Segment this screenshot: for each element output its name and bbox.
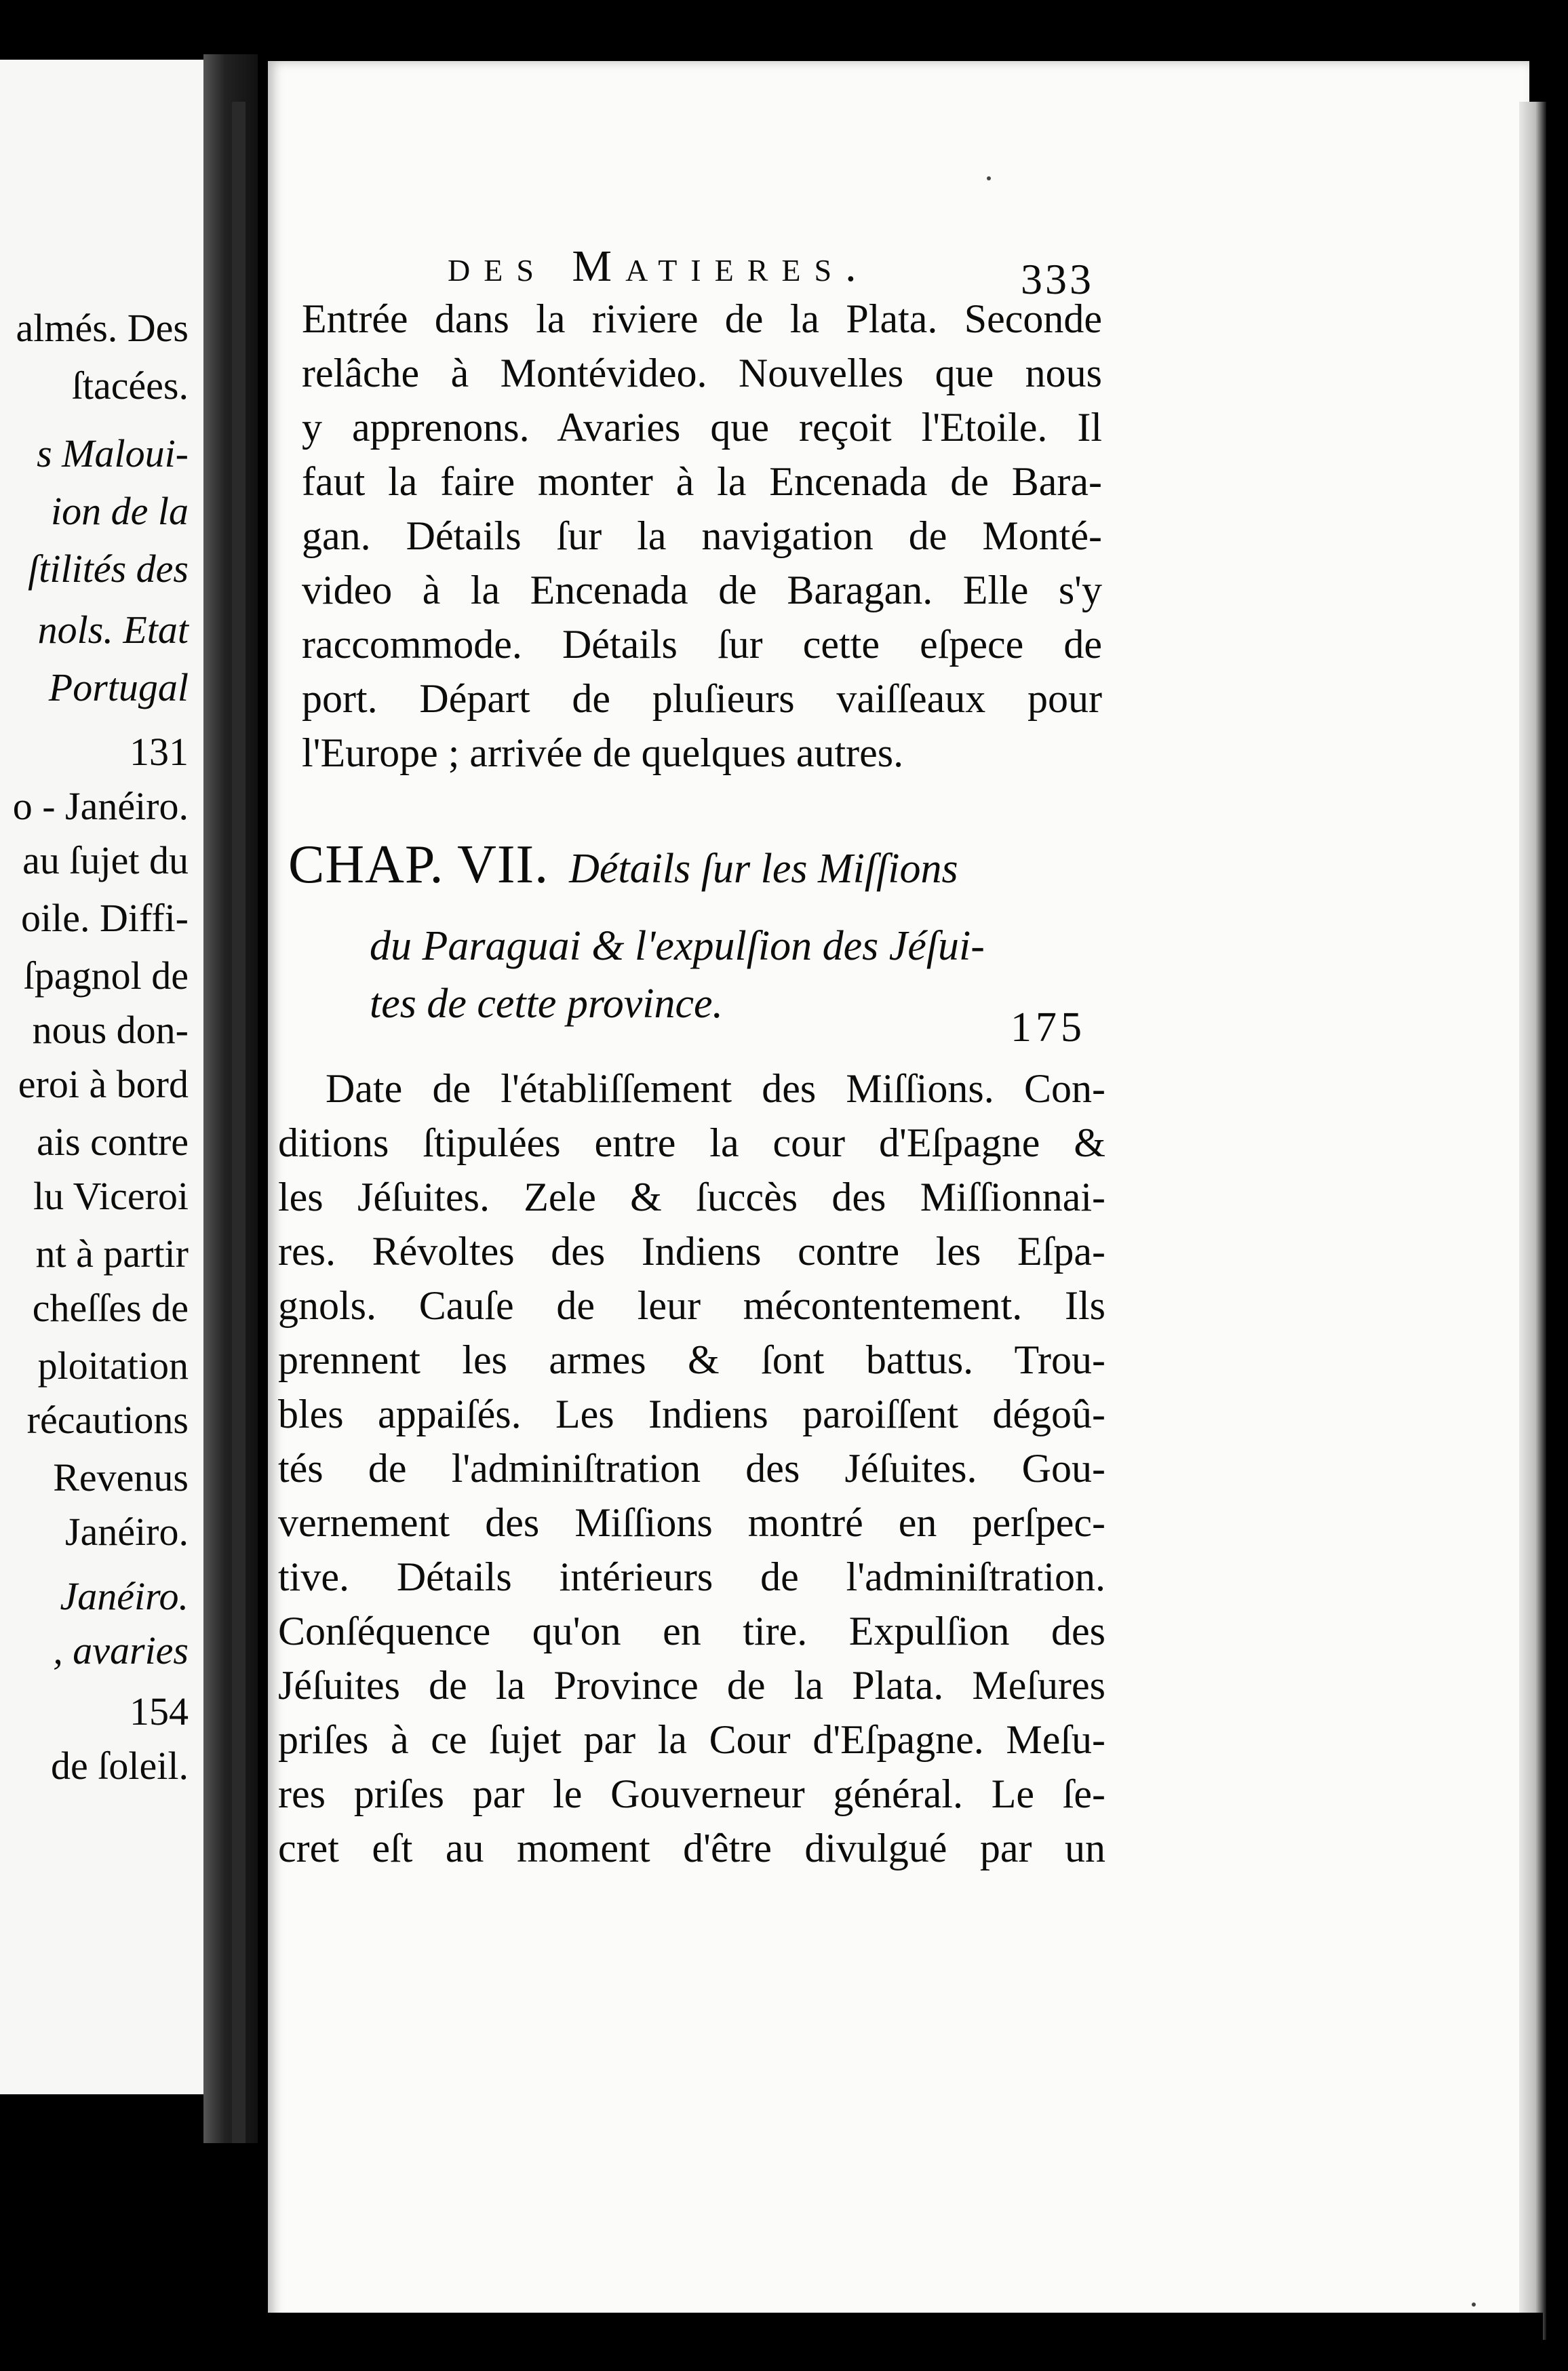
text-line: Entrée dans la riviere de la Plata. Seconde (302, 296, 1102, 341)
text-line: video à la Encenada de Baragan. Elle s'y (302, 568, 1102, 612)
left-page-line: ploitation (37, 1344, 189, 1388)
chapter-title-line: Détails ſur les Miſſions (569, 846, 958, 892)
text-line: cret eſt au moment d'être divulgué par un (278, 1826, 1105, 1870)
text-line: ditions ſtipulées entre la cour d'Eſpagne & (278, 1120, 1105, 1165)
chapter-title-line: tes de cette province. (370, 981, 724, 1027)
left-page-line: s Maloui- (37, 431, 189, 475)
left-page-line: eroi à bord (18, 1062, 189, 1106)
left-page-line: au ſujet du (22, 838, 189, 882)
text-line: res priſes par le Gouverneur général. Le ſe- (278, 1771, 1105, 1816)
text-line: Jéſuites de la Province de la Plata. Meſures (278, 1663, 1105, 1708)
left-page-line: lu Viceroi (33, 1174, 189, 1218)
running-head: des Matieres. (448, 241, 870, 291)
text-line: raccommode. Détails ſur cette eſpece de (302, 622, 1102, 667)
paper-speck (1472, 2303, 1476, 2307)
left-page-line: nt à partir (35, 1232, 189, 1276)
chapter-label: CHAP. VII. (288, 835, 549, 895)
text-line: l'Europe ; arrivée de quelques autres. (302, 730, 904, 775)
chapter-title-line: du Paraguai & l'expulſion des Jéſui- (370, 923, 985, 969)
left-page-line: oile. Diffi- (21, 896, 189, 940)
left-page-line: ais contre (37, 1120, 189, 1164)
text-line: tive. Détails intérieurs de l'adminiſtration. (278, 1554, 1105, 1599)
left-page-line: de ſoleil. (51, 1744, 189, 1788)
text-line: gnols. Cauſe de leur mécontentement. Ils (278, 1283, 1105, 1328)
left-page-line: Portugal (48, 665, 189, 709)
text-line: bles appaiſés. Les Indiens paroiſſent dégoû- (278, 1392, 1105, 1436)
text-line: relâche à Montévideo. Nouvelles que nous (302, 351, 1102, 395)
text-line: les Jéſuites. Zele & ſuccès des Miſſionnai- (278, 1175, 1105, 1219)
page-edge (1519, 102, 1546, 2340)
left-page-line: récautions (26, 1398, 189, 1442)
left-page-line: o - Janéiro. (12, 784, 189, 828)
left-page-line: ſpagnol de (23, 954, 189, 998)
left-page-line: 154 (130, 1689, 189, 1733)
text-line: faut la faire monter à la Encenada de Bara- (302, 459, 1102, 504)
left-page-line: 131 (130, 730, 189, 774)
text-line: port. Départ de pluſieurs vaiſſeaux pour (302, 676, 1102, 721)
text-line: res. Révoltes des Indiens contre les Eſpa- (278, 1229, 1105, 1274)
left-page-line: Janéiro. (60, 1574, 189, 1618)
book-gutter (203, 54, 258, 2143)
left-page-line: ſtilités des (28, 547, 189, 591)
text-line: Conſéquence qu'on en tire. Expulſion des (278, 1609, 1105, 1653)
text-line: priſes à ce ſujet par la Cour d'Eſpagne. Meſu- (278, 1717, 1105, 1762)
paper-speck (987, 176, 991, 180)
text-line: tés de l'adminiſtration des Jéſuites. Gou- (278, 1446, 1105, 1491)
gutter-edge (232, 102, 246, 2143)
text-line: prennent les armes & ſont battus. Trou- (278, 1337, 1105, 1382)
left-page-line: nous don- (32, 1008, 189, 1052)
left-page-line: Revenus (53, 1455, 189, 1500)
text-line: gan. Détails ſur la navigation de Monté- (302, 513, 1102, 558)
previous-page (0, 60, 231, 2094)
chapter-page-number: 175 (1011, 1004, 1086, 1051)
page-number: 333 (1021, 255, 1094, 303)
text-line: vernement des Miſſions montré en perſpec- (278, 1500, 1105, 1545)
left-page-line: Janéiro. (65, 1510, 189, 1554)
left-page-line: ſtacées. (71, 364, 189, 408)
bottom-edge (268, 2313, 1543, 2371)
chapter-heading (288, 834, 958, 896)
text-line: Date de l'établiſſement des Miſſions. Con- (326, 1066, 1105, 1111)
left-page-line: ion de la (51, 489, 189, 533)
left-page-line: cheſſes de (32, 1286, 189, 1330)
left-page-line: nols. Etat (37, 608, 189, 652)
text-line: y apprenons. Avaries que reçoit l'Etoile. Il (302, 405, 1102, 450)
left-page-line: , avaries (53, 1628, 189, 1672)
left-page-line: almés. Des (16, 306, 189, 350)
